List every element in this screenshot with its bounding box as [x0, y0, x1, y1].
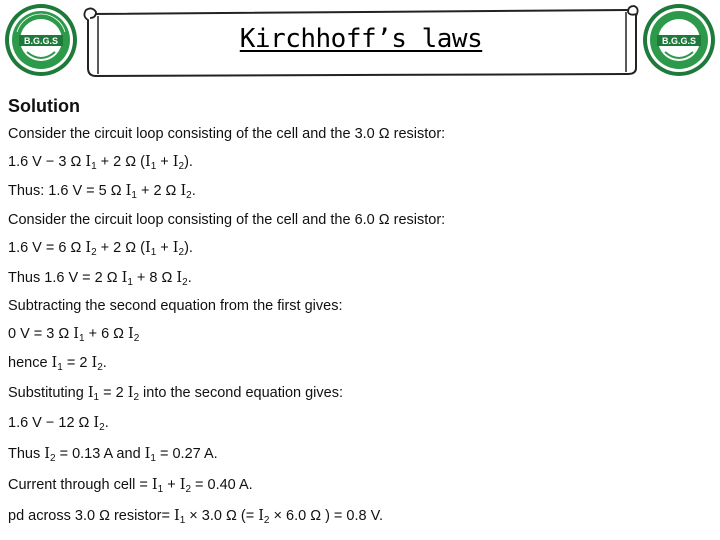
- solution-line: Consider the circuit loop consisting of the cell and the 6.0 Ω resistor:: [8, 212, 446, 228]
- solution-line: 0 V = 3 Ω $I_1 + 6$ Ω $I_2$: [8, 326, 140, 344]
- slide-title: Kirchhoff’s laws: [239, 24, 483, 54]
- solution-line: Thus 1.6 V = 2 Ω $I_1 + 8$ Ω $I_2$.: [8, 270, 192, 288]
- solution-line: 1.6 V = 6 Ω $I_2 + 2$ Ω $(I_1 + I_2)$.: [8, 240, 193, 258]
- solution-heading: Solution: [8, 96, 80, 116]
- solution-line: Thus $I_2 = 0.13$ A and $I_1 = 0.27$ A.: [8, 446, 218, 464]
- logo-left-text: B.G.G.S: [23, 36, 59, 46]
- solution-line: 1.6 V − 3 Ω $I_1 + 2$ Ω $(I_1 + I_2)$.: [8, 154, 193, 172]
- solution-line: 1.6 V − 12 Ω $I_2$.: [8, 415, 109, 433]
- solution-line: Thus: 1.6 V = 5 Ω $I_1 + 2$ Ω $I_2$.: [8, 183, 196, 201]
- school-logo-left: [3, 2, 79, 78]
- solution-line: Consider the circuit loop consisting of the cell and the 3.0 Ω resistor:: [8, 126, 446, 142]
- solution-line: Current through cell = $I_1 + I_2 = 0.40$ A.: [8, 477, 253, 495]
- solution-line: Subtracting the second equation from the first gives:: [8, 298, 343, 314]
- logo-right-text: B.G.G.S: [661, 36, 697, 46]
- solution-line: pd across 3.0 Ω resistor= $I_1 \times 3.0$ Ω (= $I_2 \times 6.0$ Ω ) = 0.8 V.: [8, 508, 383, 526]
- solution-line: Substituting $I_1 = 2$ $I_2$ into the second equation gives:: [8, 385, 343, 403]
- solution-line: hence $I_1 = 2$ $I_2$.: [8, 355, 107, 373]
- school-logo-right: [641, 2, 717, 78]
